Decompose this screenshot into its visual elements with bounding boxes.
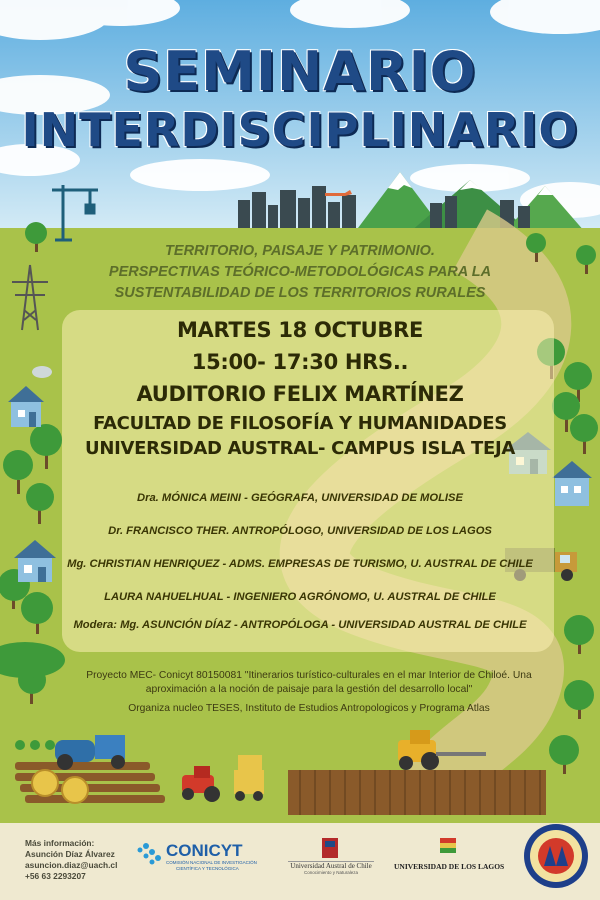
project-description: Proyecto MEC- Conicyt 80150081 "Itinerarios turístico-culturales en el mar Interior de Chiloé. Una aproximación a la noción de paisaje para la gestión del desarrollo local" bbox=[86, 670, 532, 695]
event-venue: AUDITORIO FELIX MARTÍNEZ bbox=[136, 382, 464, 406]
subtitle-line-2: PERSPECTIVAS TEÓRICO-METODOLÓGICAS PARA LA bbox=[108, 264, 492, 280]
conicyt-logo-text: CONICYT bbox=[166, 841, 243, 860]
title-line-1: SEMINARIO bbox=[123, 40, 477, 103]
contact-heading: Más información: bbox=[25, 838, 95, 848]
speaker-4: LAURA NAHUELHUAL - INGENIERO AGRÓNOMO, U. AUSTRAL DE CHILE bbox=[104, 591, 496, 603]
event-faculty: FACULTAD DE FILOSOFÍA Y HUMANIDADES bbox=[93, 413, 507, 434]
event-time: 15:00- 17:30 HRS.. bbox=[191, 350, 409, 374]
conicyt-subtitle-1: COMISIÓN NACIONAL DE INVESTIGACIÓN bbox=[166, 860, 257, 865]
seal-emblem-icon bbox=[524, 824, 588, 888]
title-line-2: INTERDISCIPLINARIO bbox=[21, 103, 579, 157]
saplings bbox=[15, 740, 55, 750]
project-organizer: Organiza nucleo TESES, Instituto de Estudios Antropologicos y Programa Atlas bbox=[128, 703, 490, 714]
speaker-2: Dr. FRANCISCO THER. ANTROPÓLOGO, UNIVERSIDAD DE LOS LAGOS bbox=[108, 525, 492, 537]
event-university: UNIVERSIDAD AUSTRAL- CAMPUS ISLA TEJA bbox=[85, 438, 515, 459]
uach-logo-text: Universidad Austral de Chile bbox=[288, 861, 374, 870]
event-date: MARTES 18 OCTUBRE bbox=[176, 318, 424, 342]
contact-name: Asunción Díaz Álvarez bbox=[25, 849, 115, 859]
speaker-3: Mg. CHRISTIAN HENRIQUEZ - ADMS. EMPRESAS DE TURISMO, U. AUSTRAL DE CHILE bbox=[67, 558, 533, 570]
moderator: Modera: Mg. ASUNCIÓN DÍAZ - ANTROPÓLOGA - UNIVERSIDAD AUSTRAL DE CHILE bbox=[73, 619, 527, 631]
speaker-1: Dra. MÓNICA MEINI - GEÓGRAFA, UNIVERSIDAD DE MOLISE bbox=[137, 492, 463, 504]
subtitle-line-3: SUSTENTABILIDAD DE LOS TERRITORIOS RURALES bbox=[114, 285, 486, 301]
uach-crest-icon bbox=[322, 838, 338, 858]
conicyt-subtitle-2: CIENTÍFICA Y TECNOLÓGICA bbox=[176, 866, 239, 871]
uach-subtitle: Conocimiento y Naturaleza bbox=[303, 870, 359, 875]
contact-email[interactable]: asuncion.diaz@uach.cl bbox=[25, 860, 118, 870]
ulagos-logo-icon bbox=[440, 838, 456, 853]
ulagos-logo-text: UNIVERSIDAD DE LOS LAGOS bbox=[394, 862, 505, 871]
contact-phone: +56 63 2293207 bbox=[25, 871, 86, 881]
subtitle-line-1: TERRITORIO, PAISAJE Y PATRIMONIO. bbox=[165, 243, 435, 259]
